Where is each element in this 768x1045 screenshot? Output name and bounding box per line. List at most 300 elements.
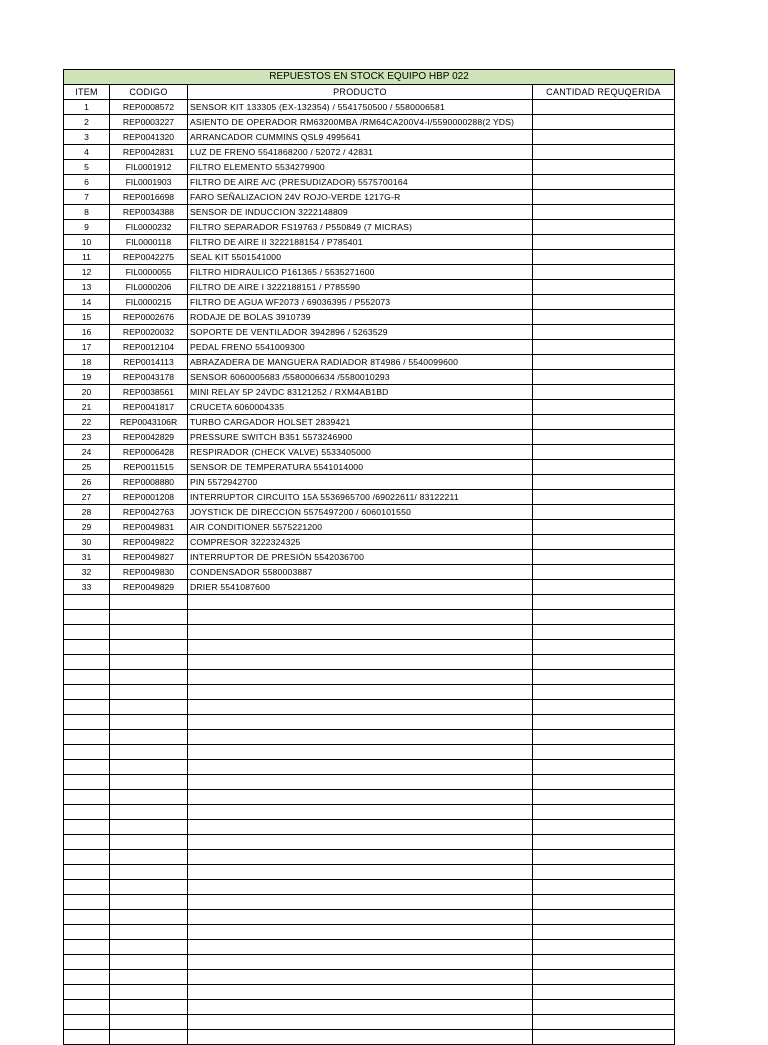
cell-codigo: REP0001208 <box>110 490 188 505</box>
cell-codigo <box>110 865 188 880</box>
cell-cantidad[interactable] <box>533 310 675 325</box>
cell-cantidad[interactable] <box>533 475 675 490</box>
cell-codigo: REP0042829 <box>110 430 188 445</box>
cell-producto: ARRANCADOR CUMMINS QSL9 4995641 <box>188 130 533 145</box>
cell-codigo <box>110 670 188 685</box>
cell-producto <box>188 640 533 655</box>
cell-item <box>64 760 110 775</box>
table-row <box>64 175 675 190</box>
cell-producto <box>188 985 533 1000</box>
cell-cantidad[interactable] <box>533 565 675 580</box>
cell-item: 22 <box>64 415 110 430</box>
cell-item <box>64 820 110 835</box>
table-row <box>64 370 675 385</box>
cell-item: 29 <box>64 520 110 535</box>
cell-item <box>64 655 110 670</box>
cell-producto: SENSOR DE INDUCCION 3222148809 <box>188 205 533 220</box>
cell-cantidad[interactable] <box>533 820 675 835</box>
table-row <box>64 385 675 400</box>
cell-item: 24 <box>64 445 110 460</box>
cell-cantidad[interactable] <box>533 1030 675 1045</box>
cell-item: 23 <box>64 430 110 445</box>
cell-codigo: REP0014113 <box>110 355 188 370</box>
cell-producto: MINI RELAY 5P 24VDC 83121252 / RXM4AB1BD <box>188 385 533 400</box>
cell-item <box>64 1015 110 1030</box>
cell-codigo <box>110 970 188 985</box>
cell-item: 14 <box>64 295 110 310</box>
cell-cantidad[interactable] <box>533 490 675 505</box>
cell-codigo: REP0012104 <box>110 340 188 355</box>
cell-item: 21 <box>64 400 110 415</box>
cell-item <box>64 715 110 730</box>
table-body <box>64 100 675 1045</box>
cell-codigo: REP0041320 <box>110 130 188 145</box>
cell-item: 17 <box>64 340 110 355</box>
cell-codigo: REP0049830 <box>110 565 188 580</box>
cell-cantidad[interactable] <box>533 535 675 550</box>
cell-cantidad[interactable] <box>533 865 675 880</box>
cell-cantidad[interactable] <box>533 130 675 145</box>
cell-producto: CRUCETA 6060004335 <box>188 400 533 415</box>
cell-codigo <box>110 730 188 745</box>
cell-codigo: REP0006428 <box>110 445 188 460</box>
cell-item <box>64 805 110 820</box>
table-row <box>64 760 675 775</box>
cell-item: 30 <box>64 535 110 550</box>
cell-codigo: FIL0000215 <box>110 295 188 310</box>
cell-producto <box>188 610 533 625</box>
cell-producto: SENSOR KIT 133305 (EX-132354) / 5541750500 / 5580006581 <box>188 100 533 115</box>
cell-codigo <box>110 850 188 865</box>
cell-cantidad[interactable] <box>533 430 675 445</box>
table-row <box>64 640 675 655</box>
cell-producto: TURBO CARGADOR HOLSET 2839421 <box>188 415 533 430</box>
cell-producto <box>188 880 533 895</box>
cell-codigo <box>110 835 188 850</box>
cell-item: 6 <box>64 175 110 190</box>
cell-producto <box>188 865 533 880</box>
table-row <box>64 910 675 925</box>
table-row <box>64 970 675 985</box>
cell-producto: FILTRO HIDRAULICO P161365 / 5535271600 <box>188 265 533 280</box>
cell-producto <box>188 685 533 700</box>
table-row <box>64 295 675 310</box>
cell-codigo: FIL0000206 <box>110 280 188 295</box>
cell-item <box>64 700 110 715</box>
cell-producto <box>188 1030 533 1045</box>
header-row <box>64 85 675 100</box>
cell-codigo <box>110 625 188 640</box>
cell-cantidad[interactable] <box>533 235 675 250</box>
cell-item: 31 <box>64 550 110 565</box>
table-row <box>64 655 675 670</box>
table-row <box>64 265 675 280</box>
table-row <box>64 985 675 1000</box>
cell-producto <box>188 970 533 985</box>
title-row <box>64 70 675 85</box>
cell-codigo: REP0008572 <box>110 100 188 115</box>
cell-codigo: REP0049822 <box>110 535 188 550</box>
cell-codigo: FIL0001903 <box>110 175 188 190</box>
cell-producto <box>188 850 533 865</box>
cell-cantidad[interactable] <box>533 160 675 175</box>
table-row <box>64 880 675 895</box>
table-row <box>64 130 675 145</box>
cell-producto <box>188 805 533 820</box>
cell-codigo: REP0042763 <box>110 505 188 520</box>
cell-codigo: FIL0001912 <box>110 160 188 175</box>
cell-producto: INTERRUPTOR DE PRESIÓN 5542036700 <box>188 550 533 565</box>
cell-cantidad[interactable] <box>533 985 675 1000</box>
cell-cantidad[interactable] <box>533 745 675 760</box>
table-row <box>64 280 675 295</box>
cell-cantidad[interactable] <box>533 145 675 160</box>
cell-cantidad[interactable] <box>533 295 675 310</box>
table-row <box>64 925 675 940</box>
cell-codigo: FIL0000118 <box>110 235 188 250</box>
table-row <box>64 490 675 505</box>
table-row <box>64 1030 675 1045</box>
cell-producto <box>188 715 533 730</box>
cell-codigo <box>110 910 188 925</box>
table-row <box>64 1015 675 1030</box>
cell-codigo: REP0043178 <box>110 370 188 385</box>
cell-item: 15 <box>64 310 110 325</box>
cell-producto: PEDAL FRENO 5541009300 <box>188 340 533 355</box>
cell-cantidad[interactable] <box>533 880 675 895</box>
cell-producto: RESPIRADOR (CHECK VALVE) 5533405000 <box>188 445 533 460</box>
table-row <box>64 460 675 475</box>
table-row <box>64 205 675 220</box>
cell-item <box>64 955 110 970</box>
cell-producto <box>188 760 533 775</box>
table-row <box>64 445 675 460</box>
table-row <box>64 400 675 415</box>
cell-item: 13 <box>64 280 110 295</box>
cell-cantidad[interactable] <box>533 670 675 685</box>
cell-item <box>64 625 110 640</box>
table-row <box>64 715 675 730</box>
cell-cantidad[interactable] <box>533 910 675 925</box>
cell-cantidad[interactable] <box>533 355 675 370</box>
cell-cantidad[interactable] <box>533 775 675 790</box>
header-cantidad: CANTIDAD REQUQERIDA <box>533 85 675 100</box>
cell-producto: SOPORTE DE VENTILADOR 3942896 / 5263529 <box>188 325 533 340</box>
cell-item: 33 <box>64 580 110 595</box>
table-row <box>64 805 675 820</box>
cell-codigo <box>110 820 188 835</box>
cell-producto <box>188 625 533 640</box>
cell-item <box>64 775 110 790</box>
table-row <box>64 430 675 445</box>
cell-codigo: REP0002676 <box>110 310 188 325</box>
cell-item: 1 <box>64 100 110 115</box>
cell-item: 18 <box>64 355 110 370</box>
cell-producto <box>188 790 533 805</box>
table-row <box>64 1000 675 1015</box>
cell-codigo: REP0049829 <box>110 580 188 595</box>
table-row <box>64 820 675 835</box>
cell-item: 26 <box>64 475 110 490</box>
cell-item <box>64 910 110 925</box>
cell-item <box>64 985 110 1000</box>
cell-cantidad[interactable] <box>533 700 675 715</box>
cell-codigo: REP0003227 <box>110 115 188 130</box>
cell-item: 19 <box>64 370 110 385</box>
cell-cantidad[interactable] <box>533 940 675 955</box>
table-row <box>64 955 675 970</box>
cell-producto: FILTRO SEPARADOR FS19763 / P550849 (7 MICRAS) <box>188 220 533 235</box>
table-row <box>64 565 675 580</box>
cell-codigo <box>110 685 188 700</box>
table-row <box>64 145 675 160</box>
table-row <box>64 745 675 760</box>
cell-cantidad[interactable] <box>533 265 675 280</box>
cell-cantidad[interactable] <box>533 415 675 430</box>
cell-item <box>64 925 110 940</box>
cell-item: 9 <box>64 220 110 235</box>
cell-codigo <box>110 940 188 955</box>
cell-codigo <box>110 640 188 655</box>
cell-producto: FILTRO DE AIRE I 3222188151 / P785590 <box>188 280 533 295</box>
cell-cantidad[interactable] <box>533 550 675 565</box>
cell-cantidad[interactable] <box>533 610 675 625</box>
cell-codigo <box>110 805 188 820</box>
cell-item <box>64 865 110 880</box>
cell-cantidad[interactable] <box>533 370 675 385</box>
cell-producto <box>188 670 533 685</box>
cell-codigo <box>110 745 188 760</box>
table-row <box>64 835 675 850</box>
cell-codigo <box>110 1030 188 1045</box>
cell-producto <box>188 820 533 835</box>
cell-item <box>64 1000 110 1015</box>
cell-item: 20 <box>64 385 110 400</box>
table-row <box>64 730 675 745</box>
cell-cantidad[interactable] <box>533 505 675 520</box>
table-row <box>64 115 675 130</box>
cell-cantidad[interactable] <box>533 640 675 655</box>
cell-cantidad[interactable] <box>533 850 675 865</box>
cell-cantidad[interactable] <box>533 445 675 460</box>
cell-cantidad[interactable] <box>533 790 675 805</box>
cell-producto: FILTRO DE AIRE A/C (PRESUDIZADOR) 5575700164 <box>188 175 533 190</box>
header-producto: PRODUCTO <box>188 85 533 100</box>
cell-cantidad[interactable] <box>533 955 675 970</box>
cell-codigo: REP0049827 <box>110 550 188 565</box>
cell-item: 3 <box>64 130 110 145</box>
cell-cantidad[interactable] <box>533 385 675 400</box>
cell-codigo <box>110 1000 188 1015</box>
cell-cantidad[interactable] <box>533 1000 675 1015</box>
cell-producto: COMPRESOR 3222324325 <box>188 535 533 550</box>
table-row <box>64 415 675 430</box>
cell-cantidad[interactable] <box>533 220 675 235</box>
cell-producto: DRIER 5541087600 <box>188 580 533 595</box>
cell-producto <box>188 745 533 760</box>
cell-codigo: FIL0000055 <box>110 265 188 280</box>
cell-cantidad[interactable] <box>533 175 675 190</box>
table-row <box>64 250 675 265</box>
table-row <box>64 610 675 625</box>
cell-item: 5 <box>64 160 110 175</box>
cell-codigo <box>110 700 188 715</box>
cell-cantidad[interactable] <box>533 580 675 595</box>
cell-item <box>64 850 110 865</box>
table-row <box>64 505 675 520</box>
table-row <box>64 850 675 865</box>
cell-codigo <box>110 925 188 940</box>
cell-item: 27 <box>64 490 110 505</box>
table-row <box>64 100 675 115</box>
cell-cantidad[interactable] <box>533 730 675 745</box>
cell-cantidad[interactable] <box>533 340 675 355</box>
cell-producto: FILTRO DE AGUA WF2073 / 69036395 / P552073 <box>188 295 533 310</box>
cell-item <box>64 730 110 745</box>
cell-item: 25 <box>64 460 110 475</box>
table-row <box>64 160 675 175</box>
cell-cantidad[interactable] <box>533 595 675 610</box>
cell-producto: RODAJE DE BOLAS 3910739 <box>188 310 533 325</box>
cell-cantidad[interactable] <box>533 805 675 820</box>
cell-producto <box>188 925 533 940</box>
table-row <box>64 775 675 790</box>
cell-producto: PRESSURE SWITCH B351 5573246900 <box>188 430 533 445</box>
cell-producto <box>188 595 533 610</box>
cell-cantidad[interactable] <box>533 400 675 415</box>
cell-item: 16 <box>64 325 110 340</box>
cell-codigo <box>110 715 188 730</box>
cell-item <box>64 640 110 655</box>
cell-item: 4 <box>64 145 110 160</box>
cell-item: 11 <box>64 250 110 265</box>
stock-table <box>63 69 675 1045</box>
table-row <box>64 700 675 715</box>
cell-item <box>64 1030 110 1045</box>
cell-producto <box>188 700 533 715</box>
cell-codigo <box>110 790 188 805</box>
cell-producto <box>188 940 533 955</box>
cell-item <box>64 970 110 985</box>
table-row <box>64 340 675 355</box>
table-row <box>64 220 675 235</box>
cell-cantidad[interactable] <box>533 460 675 475</box>
cell-codigo <box>110 610 188 625</box>
cell-producto <box>188 910 533 925</box>
cell-producto <box>188 1000 533 1015</box>
cell-producto: PIN 5572942700 <box>188 475 533 490</box>
cell-codigo <box>110 955 188 970</box>
table-row <box>64 670 675 685</box>
cell-codigo <box>110 895 188 910</box>
cell-item <box>64 895 110 910</box>
cell-item <box>64 940 110 955</box>
cell-producto: AIR CONDITIONER 5575221200 <box>188 520 533 535</box>
table-row <box>64 475 675 490</box>
cell-codigo: REP0034388 <box>110 205 188 220</box>
cell-producto <box>188 775 533 790</box>
cell-producto <box>188 895 533 910</box>
table-row <box>64 790 675 805</box>
cell-item: 12 <box>64 265 110 280</box>
cell-codigo <box>110 775 188 790</box>
cell-cantidad[interactable] <box>533 835 675 850</box>
cell-cantidad[interactable] <box>533 655 675 670</box>
cell-producto: FILTRO ELEMENTO 5534279900 <box>188 160 533 175</box>
cell-item: 8 <box>64 205 110 220</box>
cell-cantidad[interactable] <box>533 760 675 775</box>
cell-item <box>64 610 110 625</box>
cell-item: 10 <box>64 235 110 250</box>
cell-item <box>64 835 110 850</box>
cell-cantidad[interactable] <box>533 520 675 535</box>
cell-producto: FARO SEÑALIZACION 24V ROJO-VERDE 1217G-R <box>188 190 533 205</box>
cell-codigo: REP0042275 <box>110 250 188 265</box>
cell-cantidad[interactable] <box>533 100 675 115</box>
cell-item: 7 <box>64 190 110 205</box>
cell-codigo: REP0049831 <box>110 520 188 535</box>
table-row <box>64 520 675 535</box>
cell-codigo: FIL0000232 <box>110 220 188 235</box>
cell-cantidad[interactable] <box>533 250 675 265</box>
table-row <box>64 895 675 910</box>
cell-codigo: REP0016698 <box>110 190 188 205</box>
cell-cantidad[interactable] <box>533 280 675 295</box>
table-row <box>64 685 675 700</box>
cell-producto <box>188 730 533 745</box>
cell-producto <box>188 1015 533 1030</box>
cell-producto: FILTRO DE AIRE II 3222188154 / P785401 <box>188 235 533 250</box>
cell-cantidad[interactable] <box>533 925 675 940</box>
table-row <box>64 865 675 880</box>
cell-cantidad[interactable] <box>533 115 675 130</box>
cell-codigo: REP0043106R <box>110 415 188 430</box>
cell-cantidad[interactable] <box>533 625 675 640</box>
cell-cantidad[interactable] <box>533 205 675 220</box>
cell-producto: SENSOR 6060005683 /5580006634 /5580010293 <box>188 370 533 385</box>
cell-cantidad[interactable] <box>533 715 675 730</box>
cell-producto: INTERRUPTOR CIRCUITO 15A 5536965700 /69022611/ 83122211 <box>188 490 533 505</box>
cell-codigo <box>110 1015 188 1030</box>
cell-producto: ASIENTO DE OPERADOR RM63200MBA /RM64CA200V4-I/5590000288(2 YDS) <box>188 115 533 130</box>
cell-item: 2 <box>64 115 110 130</box>
sheet-title: REPUESTOS EN STOCK EQUIPO HBP 022 <box>64 70 675 85</box>
cell-codigo <box>110 760 188 775</box>
cell-codigo <box>110 985 188 1000</box>
cell-item <box>64 880 110 895</box>
table-row <box>64 550 675 565</box>
cell-cantidad[interactable] <box>533 325 675 340</box>
cell-item <box>64 595 110 610</box>
cell-producto <box>188 835 533 850</box>
cell-cantidad[interactable] <box>533 1015 675 1030</box>
cell-producto: JOYSTICK DE DIRECCION 5575497200 / 6060101550 <box>188 505 533 520</box>
table-row <box>64 325 675 340</box>
cell-producto: SENSOR DE TEMPERATURA 5541014000 <box>188 460 533 475</box>
cell-cantidad[interactable] <box>533 895 675 910</box>
cell-cantidad[interactable] <box>533 970 675 985</box>
cell-producto: LUZ DE FRENO 5541868200 / 52072 / 42831 <box>188 145 533 160</box>
header-item: ITEM <box>64 85 110 100</box>
cell-producto: CONDENSADOR 5580003887 <box>188 565 533 580</box>
cell-cantidad[interactable] <box>533 685 675 700</box>
cell-codigo: REP0042831 <box>110 145 188 160</box>
cell-item <box>64 685 110 700</box>
cell-cantidad[interactable] <box>533 190 675 205</box>
cell-item <box>64 670 110 685</box>
cell-codigo <box>110 655 188 670</box>
cell-producto <box>188 655 533 670</box>
